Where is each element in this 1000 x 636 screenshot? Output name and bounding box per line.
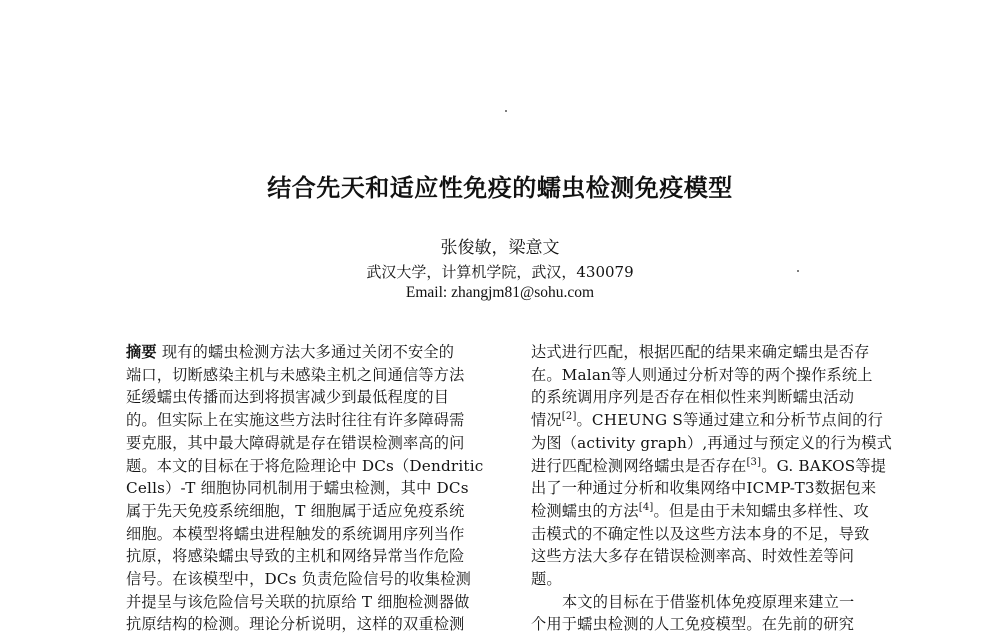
abstract-line: 端口，切断感染主机与未感染主机之间通信等方法 [126, 365, 465, 384]
abstract-line: 属于先天免疫系统细胞，T 细胞属于适应免疫系统 [126, 501, 465, 520]
body-line: 击模式的不确定性以及这些方法本身的不足，导致 [531, 524, 870, 543]
body-line: 进行匹配检测网络蠕虫是否存在[3]。G. BAKOS等提 [531, 456, 887, 475]
author-list: 张俊敏，梁意文 [440, 238, 560, 258]
body-line: 在。Malan等人则通过分析对等的两个操作系统上 [531, 365, 873, 384]
abstract-line: 延缓蠕虫传播而达到将损害减少到最低程度的目 [126, 388, 450, 407]
body-line: 出了一种通过分析和收集网络中ICMP-T3数据包来 [531, 479, 877, 498]
abstract-line: 抗原，将感染蠕虫导致的主机和网络异常当作危险 [126, 547, 465, 566]
abstract-column [126, 341, 504, 636]
body-line: 这些方法大多存在错误检测率高、时效性差等问 [531, 547, 855, 566]
abstract-line: Cells）-T 细胞协同机制用于蠕虫检测，其中 DCs [126, 479, 469, 498]
abstract-label: 摘要 [126, 343, 157, 361]
paper-title: 结合先天和适应性免疫的蠕虫检测免疫模型 [267, 174, 733, 202]
body-text-column [531, 341, 909, 636]
affiliation: 武汉大学，计算机学院，武汉，430079 [366, 263, 634, 281]
citation-ref: [2] [561, 411, 577, 423]
abstract-line: 信号。在该模型中，DCs 负责危险信号的收集检测 [126, 570, 471, 589]
body-line: 题。 [531, 570, 562, 589]
email-address: Email: zhangjm81@sohu.com [405, 284, 595, 301]
body-line: 达式进行匹配，根据匹配的结果来确定蠕虫是否存 [531, 343, 870, 361]
body-line: 的系统调用序列是否存在相似性来判断蠕虫活动 [531, 388, 855, 407]
abstract-line: 的。但实际上在实施这些方法时往往有许多障碍需 [126, 411, 465, 430]
abstract-line: 抗原结构的检测。理论分析说明，这样的双重检测 [126, 615, 465, 634]
body-line: 为图（activity graph）,再通过与预定义的行为模式 [531, 433, 893, 452]
abstract-line: 要克服，其中最大障碍就是存在错误检测率高的问 [126, 433, 465, 452]
citation-ref: [3] [746, 456, 762, 468]
scan-speck [505, 110, 507, 112]
body-line: 个用于蠕虫检测的人工免疫模型。在先前的研究 [531, 615, 855, 634]
body-line: 情况[2]。CHEUNG S等通过建立和分析节点间的行 [531, 411, 883, 430]
abstract-line: 细胞。本模型将蠕虫进程触发的系统调用序列当作 [126, 524, 465, 543]
body-line: 检测蠕虫的方法[4]。但是由于未知蠕虫多样性、攻 [531, 501, 869, 520]
abstract-line: 并提呈与该危险信号关联的抗原给 T 细胞检测器做 [126, 592, 470, 611]
body-line: 本文的目标在于借鉴机体免疫原理来建立一 [562, 592, 855, 611]
abstract-line: 摘要 现有的蠕虫检测方法大多通过关闭不安全的 [126, 343, 455, 361]
abstract-line: 题。本文的目标在于将危险理论中 DCs（Dendritic [126, 456, 484, 475]
citation-ref: [4] [638, 501, 654, 513]
